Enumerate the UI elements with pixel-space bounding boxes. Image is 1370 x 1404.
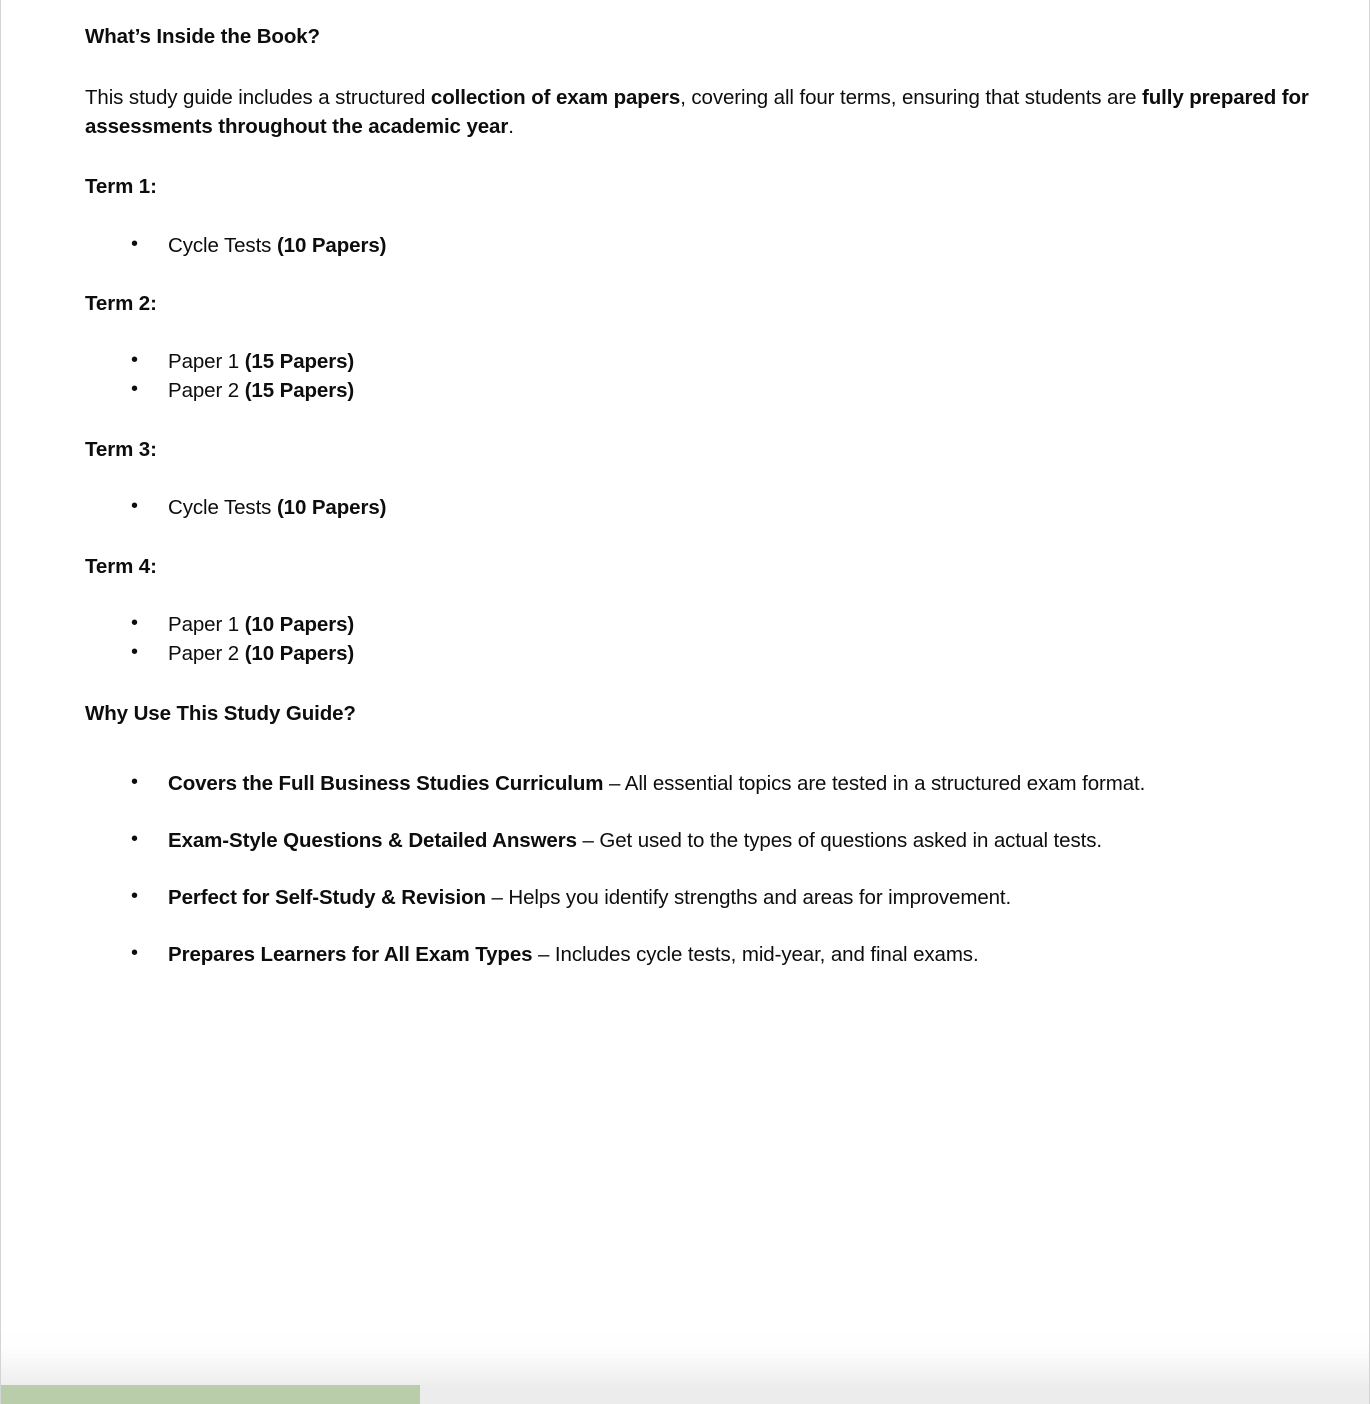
term-2-item-0-count: (15 Papers) [244,349,355,373]
page-bottom-fade [1,1330,1369,1385]
term-2-item-1-label: Paper 2 [168,378,245,402]
list-item [85,610,1310,639]
benefit-2-title: Perfect for Self-Study & Revision [168,885,486,909]
intro-text-1: This study guide includes a structured [85,86,431,110]
term-4-item-0-label: Paper 1 [168,613,245,637]
term-4-list [85,610,1310,668]
term-3-item-0-count: (10 Papers) [276,495,387,519]
list-item [85,826,1310,855]
benefit-1-description: – Get used to the types of questions asked in actual tests. [576,828,1102,852]
list-item [85,769,1310,798]
list-item [85,639,1310,668]
term-1-item-0-label: Cycle Tests [168,234,277,258]
list-item [85,376,1310,405]
term-2-heading: Term 2: [85,291,157,315]
benefit-0-description: – All essential topics are tested in a structured exam format. [603,771,1146,795]
page-title: What’s Inside the Book? [85,25,320,48]
term-4-item-0-count: (10 Papers) [244,613,355,637]
list-item [85,231,1310,260]
intro-text-2: , covering all four terms, ensuring that students are [680,86,1142,110]
benefit-0-title: Covers the Full Business Studies Curriculum [168,771,604,795]
term-1-list [85,231,1310,260]
intro-paragraph [85,83,1310,141]
term-1-item-0-count: (10 Papers) [276,234,387,258]
benefit-3-description: – Includes cycle tests, mid-year, and final exams. [532,942,979,966]
term-2-list [85,347,1310,405]
intro-bold-2: fully prepared for assessments throughout the academic year [85,86,1309,139]
term-3-item-0-label: Cycle Tests [168,495,277,519]
list-item [85,883,1310,912]
term-3-list [85,493,1310,522]
benefit-1-title: Exam-Style Questions & Detailed Answers [168,828,577,852]
term-4-item-1-count: (10 Papers) [244,642,355,666]
benefit-2-description: – Helps you identify strengths and areas for improvement. [485,885,1012,909]
benefits-list [85,769,1310,969]
intro-bold-1: collection of exam papers [430,86,681,110]
term-2-item-1-count: (15 Papers) [244,378,355,402]
footer-glyph [408,1387,438,1403]
term-3-heading: Term 3: [85,437,157,461]
list-item [85,493,1310,522]
list-item [85,347,1310,376]
term-2-item-0-label: Paper 1 [168,349,245,373]
term-4-item-1-label: Paper 2 [168,642,245,666]
why-use-heading: Why Use This Study Guide? [85,702,356,726]
footer-progress-band [1,1385,420,1404]
term-4-heading: Term 4: [85,555,157,579]
footer-band-inactive [420,1385,1369,1404]
list-item [85,940,1310,969]
term-1-heading: Term 1: [85,175,157,199]
benefit-3-title: Prepares Learners for All Exam Types [168,942,533,966]
intro-text-3: . [508,115,514,139]
